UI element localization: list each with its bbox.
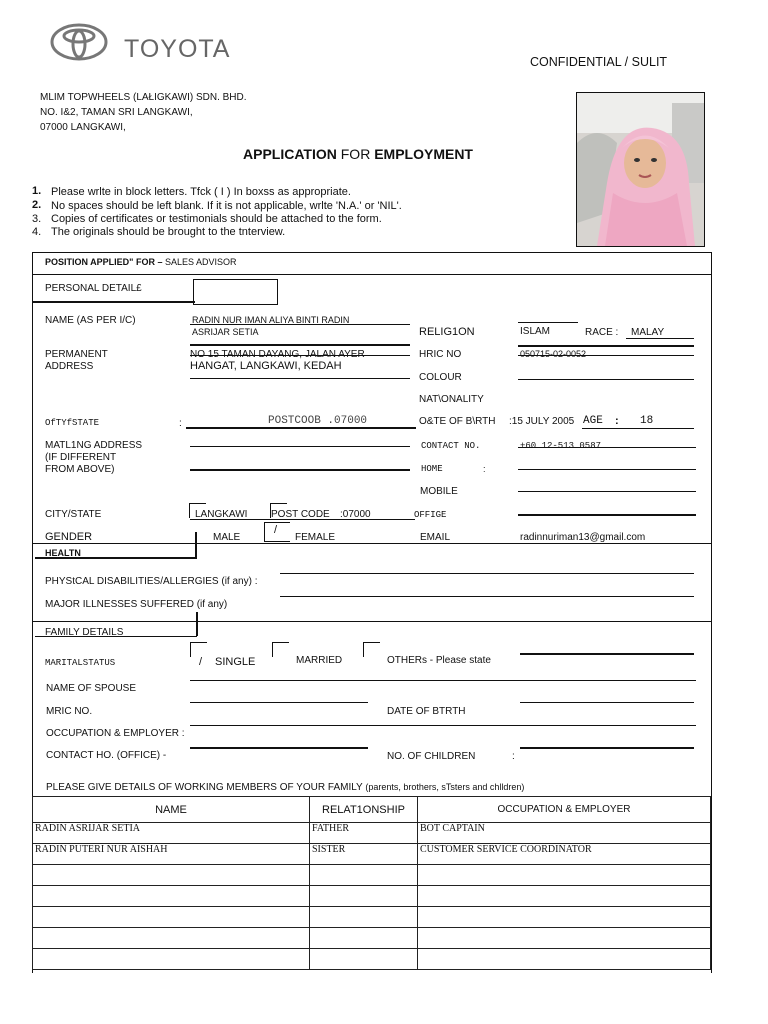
divider [196, 612, 198, 636]
applicant-photo [576, 92, 705, 247]
member-relationship[interactable] [310, 865, 418, 886]
illnesses-text: MAJOR ILLNESSES SUFFERED [45, 599, 194, 610]
member-name[interactable] [33, 928, 310, 949]
member-name[interactable]: RADIN ASRIJAR SETIA [33, 823, 310, 844]
postcode2-value[interactable]: :07000 [340, 509, 371, 520]
name-label: NAME (AS PER I/C) [45, 315, 136, 326]
title-for: FOR [340, 146, 371, 162]
divider [518, 345, 694, 347]
divider [190, 469, 410, 471]
divider [32, 301, 195, 303]
divider [32, 543, 711, 544]
divider [190, 446, 410, 447]
nationality-label: NAT\ONALITY [419, 394, 484, 405]
married-checkbox[interactable] [272, 642, 289, 657]
address-value-1[interactable]: NO 15 TAMAN DAYANG, JALAN AYER [190, 349, 365, 360]
title-employment: EMPLOYMENT [374, 146, 473, 162]
divider [35, 557, 197, 559]
disabilities-suffix: (if any) : [221, 576, 258, 587]
age-value[interactable]: 18 [640, 415, 654, 427]
spouse-label: NAME OF SPOUSE [46, 683, 137, 694]
member-occupation[interactable]: CUSTOMER SERVICE COORDINATOR [418, 844, 711, 865]
member-relationship[interactable]: FATHER [310, 823, 418, 844]
divider [626, 338, 694, 339]
divider [518, 469, 696, 470]
citystate-colon: : [179, 418, 182, 429]
instruction-4-num: 4. [32, 226, 42, 238]
title-application: APPLICATION [243, 146, 337, 162]
member-occupation[interactable] [418, 949, 711, 970]
working-note-sub: (parents, brothers, sTsters and chlldren) [365, 782, 525, 792]
instruction-1-num: 1. [32, 185, 42, 197]
single-check-mark: / [199, 656, 203, 668]
form-title [243, 146, 473, 162]
table-row [33, 886, 711, 907]
postcode2-label: POST CODE [271, 509, 330, 520]
nric-label: HRIC NO [419, 349, 462, 360]
member-name[interactable]: RADIN PUTERI NUR AISHAH [33, 844, 310, 865]
single-label: SINGLE [215, 656, 256, 668]
email-label: EMAIL [420, 532, 451, 543]
illnesses-suffix: (if any) [196, 599, 228, 610]
address-label-2: ADDRESS [45, 361, 94, 372]
marital-label: MARITALSTATUS [45, 658, 116, 668]
others-checkbox[interactable] [363, 642, 380, 657]
divider [518, 355, 694, 356]
divider [190, 519, 415, 520]
divider [35, 636, 197, 637]
member-occupation[interactable] [418, 928, 711, 949]
others-label: OTHERs - Please state [387, 655, 491, 666]
member-occupation[interactable] [418, 907, 711, 928]
instruction-2-num: 2. [32, 199, 42, 211]
city2-value[interactable]: LANGKAWI [195, 509, 248, 520]
contact-label: CONTACT NO. [421, 441, 481, 451]
table-header-row [33, 797, 711, 823]
name-value-1[interactable]: RADIN NUR IMAN ALIYA BINTI RADIN [192, 315, 350, 325]
home-colon: : [483, 464, 486, 474]
spouse-field[interactable] [190, 680, 696, 681]
personal-heading: PERSONAL DETAIL£ [45, 283, 142, 294]
nric-value[interactable]: 050715-02-0052 [520, 349, 587, 359]
disabilities-text: PHYStCAL DISABILITIES/ALLERGIES [45, 576, 219, 587]
illnesses-label [45, 599, 227, 610]
toyota-logo [50, 22, 108, 67]
member-occupation[interactable] [418, 865, 711, 886]
brand-name: TOYOTA [124, 35, 231, 63]
children-field[interactable] [520, 747, 694, 749]
race-label: RACE : [585, 327, 619, 338]
address-label-1: PERMANENT [45, 349, 108, 360]
mobile-label: MOBILE [420, 486, 458, 497]
divider [186, 427, 416, 429]
name-value-2[interactable]: ASRIJAR SETIA [192, 327, 259, 337]
position-applied [45, 257, 237, 267]
married-label: MARRIED [296, 655, 343, 666]
divider [518, 514, 696, 516]
divider [190, 344, 410, 346]
occupation-label: OCCUPATION & EMPLOYER : [46, 728, 185, 739]
company-line-1: MLIM TOPWHEELS (LAŁIGKAWI) SDN. BHD. [40, 92, 247, 103]
others-field[interactable] [520, 653, 694, 655]
divider [190, 355, 410, 356]
member-occupation[interactable]: BOT CAPTAIN [418, 823, 711, 844]
instruction-4-text: The originals should be brought to the tnterview. [51, 226, 286, 238]
single-checkbox[interactable] [190, 642, 207, 657]
mailing-label-3: FROM ABOVE) [45, 464, 115, 475]
religion-value[interactable]: ISLAM [520, 326, 551, 337]
disabilities-label [45, 576, 258, 587]
divider [195, 532, 197, 558]
member-name[interactable] [33, 886, 310, 907]
divider [190, 378, 410, 379]
postcode-text[interactable]: POSTCOOB .07000 [268, 415, 368, 427]
instruction-2-text: No spaces should be left blank. If it is not applicable, wrlte 'N.A.' or 'NIL'. [51, 200, 402, 212]
member-relationship[interactable] [310, 907, 418, 928]
gender-label: GENDER [45, 531, 93, 543]
race-value[interactable]: MALAY [631, 327, 665, 338]
dob-value[interactable]: :15 JULY 2005 [509, 416, 575, 427]
divider [32, 274, 711, 275]
toyota-emblem-icon [50, 22, 108, 62]
divider [520, 702, 694, 703]
company-line-3: 07000 LANGKAWI, [40, 122, 126, 133]
age-colon: : [615, 415, 619, 427]
female-check-mark: / [274, 524, 278, 536]
email-value[interactable]: radinnuriman13@gmail.com [520, 532, 646, 543]
applicant-portrait-image [577, 93, 704, 246]
member-name[interactable] [33, 865, 310, 886]
divider [582, 428, 694, 429]
dob-label: O&TE OF B\RTH [419, 416, 496, 427]
member-relationship[interactable]: SISTER [310, 844, 418, 865]
occupation-field[interactable] [190, 747, 368, 749]
mric-label: MRIC NO. [46, 706, 93, 717]
instruction-3-text: Copies of certificates or testimonials should be attached to the form. [51, 213, 382, 225]
position-label: POSITION APPLIED" FOR – [45, 257, 163, 267]
disabilities-field[interactable] [280, 573, 694, 574]
illnesses-field[interactable] [280, 596, 694, 597]
confidential-label: CONFIDENTIAL / SULIT [530, 55, 668, 69]
member-relationship[interactable] [310, 928, 418, 949]
table-row [33, 865, 711, 886]
table-row [33, 928, 711, 949]
header-occupation: OCCUPATION & EMPLOYER [418, 797, 711, 823]
header-name: NAME [33, 797, 310, 823]
colour-label: COLOUR [419, 372, 462, 383]
instruction-1-text: Please wrlte in block letters. Tfck ( I ) In boxss as appropriate. [51, 186, 351, 198]
health-heading: HEALTN [45, 548, 81, 557]
working-note-main: PLEASE GIVE DETAILS OF WORKING MEMBERS OF YOUR FAMILY [46, 782, 363, 793]
children-label: NO. OF CHILDREN [387, 751, 476, 762]
working-members-note [46, 782, 524, 793]
table-row [33, 823, 711, 844]
mailing-label-1: MATL1NG ADDRESS [45, 440, 143, 451]
divider [190, 324, 410, 325]
address-value-2[interactable]: HANGAT, LANGKAWI, KEDAH [190, 360, 342, 372]
family-contact-label: CONTACT HO. (OFFICE) - [46, 750, 167, 761]
divider [518, 447, 696, 448]
female-label: FEMALE [295, 532, 336, 543]
instruction-3-num: 3. [32, 213, 42, 225]
table-row [33, 844, 711, 865]
mailing-label-2: (IF DIFFERENT [45, 452, 117, 463]
member-relationship[interactable] [310, 949, 418, 970]
family-heading: FAMILY DETAILS [45, 627, 124, 637]
religion-label: RELIG1ON [419, 326, 475, 338]
spouse-dob-label: DATE OF BTRTH [387, 706, 466, 717]
divider [190, 702, 368, 703]
member-name[interactable] [33, 907, 310, 928]
member-occupation[interactable] [418, 886, 711, 907]
mric-field[interactable] [190, 725, 696, 726]
table-row [33, 907, 711, 928]
member-name[interactable] [33, 949, 310, 970]
divider [518, 491, 696, 492]
age-label: AGE [583, 415, 603, 427]
member-relationship[interactable] [310, 886, 418, 907]
family-members-table [32, 796, 711, 970]
city2-label: CITY/STATE [45, 509, 102, 520]
divider [32, 621, 711, 622]
position-value: SALES ADVISOR [164, 257, 237, 267]
contact-value[interactable]: +60 12-513 0587 [520, 441, 602, 451]
office-label: OFFIGE [414, 510, 447, 520]
header-relationship: RELAT1ONSHIP [310, 797, 418, 823]
table-row [33, 949, 711, 970]
company-line-2: NO. I&2, TAMAN SRI LANGKAWI, [40, 107, 193, 118]
home-label: HOME [421, 464, 443, 474]
children-colon: : [512, 751, 515, 762]
male-label: MALE [213, 532, 241, 543]
citystate-label: OfTYfSTATE [45, 418, 100, 428]
divider [518, 379, 694, 380]
divider [518, 322, 578, 323]
personal-blank-box [193, 279, 278, 305]
